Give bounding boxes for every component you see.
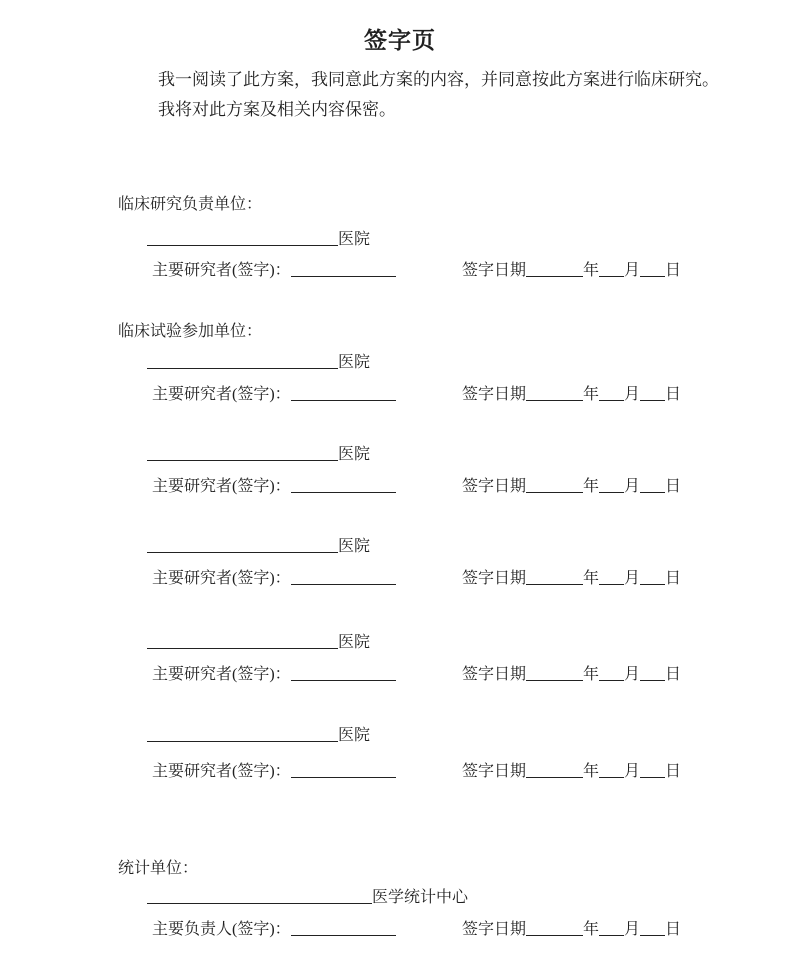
- year-label: 年: [583, 570, 600, 587]
- signature-row: [0, 761, 800, 783]
- sign-date-group: [462, 761, 681, 783]
- stats-center-line: [147, 887, 468, 909]
- head-sign-label: 主要负责人(签字)：: [152, 921, 291, 938]
- date-month-blank-line: [599, 570, 624, 585]
- head-signature: [152, 919, 396, 941]
- month-label: 月: [624, 262, 641, 279]
- sign-date-group: [462, 664, 681, 686]
- date-year-blank-line: [526, 386, 583, 401]
- day-label: 日: [665, 921, 682, 938]
- signature-row: [0, 664, 800, 686]
- signature-blank-line: [291, 570, 396, 585]
- date-day-blank-line: [640, 570, 665, 585]
- date-month-blank-line: [599, 763, 624, 778]
- date-year-blank-line: [526, 478, 583, 493]
- hospital-name-blank-line: [147, 634, 338, 649]
- hospital-name-blank-line: [147, 231, 338, 246]
- sign-date-group: [462, 919, 681, 941]
- signature-row: [0, 476, 800, 498]
- hospital-suffix-label: 医院: [338, 354, 371, 371]
- researcher-sign-label: 主要研究者(签字)：: [152, 570, 291, 587]
- section-participating-unit: [0, 321, 800, 343]
- hospital-line-row: [0, 352, 800, 374]
- sign-date-group: [462, 476, 681, 498]
- sign-date-group: [462, 384, 681, 406]
- sign-date-label: 签字日期: [462, 570, 527, 587]
- year-label: 年: [583, 921, 600, 938]
- hospital-name-blank-line: [147, 354, 338, 369]
- section-heading-statistics-unit: 统计单位：: [118, 860, 199, 877]
- year-label: 年: [583, 262, 600, 279]
- section-heading-lead-unit: 临床研究负责单位：: [118, 196, 263, 213]
- researcher-sign-label: 主要研究者(签字)：: [152, 262, 291, 279]
- month-label: 月: [624, 386, 641, 403]
- hospital-line: [147, 536, 370, 558]
- date-month-blank-line: [599, 921, 624, 936]
- date-month-blank-line: [599, 666, 624, 681]
- researcher-signature: [152, 761, 396, 783]
- hospital-name-blank-line: [147, 538, 338, 553]
- hospital-suffix-label: 医院: [338, 538, 371, 555]
- hospital-line: [147, 229, 370, 251]
- sign-date-group: [462, 260, 681, 282]
- signature-blank-line: [291, 921, 396, 936]
- section-statistics-unit: [0, 858, 800, 880]
- year-label: 年: [583, 478, 600, 495]
- month-label: 月: [624, 921, 641, 938]
- date-day-blank-line: [640, 386, 665, 401]
- intro-line-2: 我将对此方案及相关内容保密。: [158, 100, 396, 119]
- year-label: 年: [583, 763, 600, 780]
- date-month-blank-line: [599, 478, 624, 493]
- day-label: 日: [665, 262, 682, 279]
- hospital-suffix-label: 医院: [338, 727, 371, 744]
- date-day-blank-line: [640, 666, 665, 681]
- researcher-signature: [152, 568, 396, 590]
- day-label: 日: [665, 386, 682, 403]
- researcher-signature: [152, 476, 396, 498]
- page-title: 签字页: [364, 28, 436, 53]
- date-year-blank-line: [526, 763, 583, 778]
- hospital-line: [147, 632, 370, 654]
- researcher-signature: [152, 260, 396, 282]
- hospital-line: [147, 444, 370, 466]
- date-month-blank-line: [599, 386, 624, 401]
- day-label: 日: [665, 570, 682, 587]
- hospital-suffix-label: 医院: [338, 231, 371, 248]
- hospital-suffix-label: 医院: [338, 634, 371, 651]
- hospital-suffix-label: 医院: [338, 446, 371, 463]
- hospital-name-blank-line: [147, 727, 338, 742]
- month-label: 月: [624, 570, 641, 587]
- stats-center-line-row: [0, 887, 800, 909]
- hospital-line-row: [0, 536, 800, 558]
- hospital-line-row: [0, 229, 800, 251]
- date-day-blank-line: [640, 262, 665, 277]
- researcher-sign-label: 主要研究者(签字)：: [152, 763, 291, 780]
- date-day-blank-line: [640, 921, 665, 936]
- signature-row: [0, 260, 800, 282]
- year-label: 年: [583, 666, 600, 683]
- hospital-line-row: [0, 725, 800, 747]
- researcher-sign-label: 主要研究者(签字)：: [152, 478, 291, 495]
- signature-row: [0, 568, 800, 590]
- stats-center-suffix-label: 医学统计中心: [372, 889, 469, 906]
- hospital-line: [147, 352, 370, 374]
- month-label: 月: [624, 763, 641, 780]
- date-year-blank-line: [526, 570, 583, 585]
- intro-line-1: 我一阅读了此方案，我同意此方案的内容，并同意按此方案进行临床研究。: [158, 70, 719, 89]
- date-year-blank-line: [526, 921, 583, 936]
- date-month-blank-line: [599, 262, 624, 277]
- section-lead-unit: [0, 194, 800, 216]
- month-label: 月: [624, 666, 641, 683]
- sign-date-label: 签字日期: [462, 386, 527, 403]
- day-label: 日: [665, 763, 682, 780]
- hospital-line: [147, 725, 370, 747]
- researcher-signature: [152, 664, 396, 686]
- sign-date-label: 签字日期: [462, 921, 527, 938]
- sign-date-label: 签字日期: [462, 478, 527, 495]
- hospital-line-row: [0, 632, 800, 654]
- signature-row: [0, 919, 800, 941]
- sign-date-label: 签字日期: [462, 262, 527, 279]
- sign-date-group: [462, 568, 681, 590]
- sign-date-label: 签字日期: [462, 763, 527, 780]
- signature-blank-line: [291, 386, 396, 401]
- year-label: 年: [583, 386, 600, 403]
- date-year-blank-line: [526, 262, 583, 277]
- researcher-signature: [152, 384, 396, 406]
- signature-blank-line: [291, 478, 396, 493]
- day-label: 日: [665, 666, 682, 683]
- month-label: 月: [624, 478, 641, 495]
- signature-blank-line: [291, 666, 396, 681]
- day-label: 日: [665, 478, 682, 495]
- date-year-blank-line: [526, 666, 583, 681]
- date-day-blank-line: [640, 763, 665, 778]
- signature-row: [0, 384, 800, 406]
- signature-blank-line: [291, 763, 396, 778]
- sign-date-label: 签字日期: [462, 666, 527, 683]
- researcher-sign-label: 主要研究者(签字)：: [152, 666, 291, 683]
- hospital-line-row: [0, 444, 800, 466]
- section-heading-participating-unit: 临床试验参加单位：: [118, 323, 263, 340]
- researcher-sign-label: 主要研究者(签字)：: [152, 386, 291, 403]
- stats-center-name-blank-line: [147, 889, 372, 904]
- hospital-name-blank-line: [147, 446, 338, 461]
- date-day-blank-line: [640, 478, 665, 493]
- signature-blank-line: [291, 262, 396, 277]
